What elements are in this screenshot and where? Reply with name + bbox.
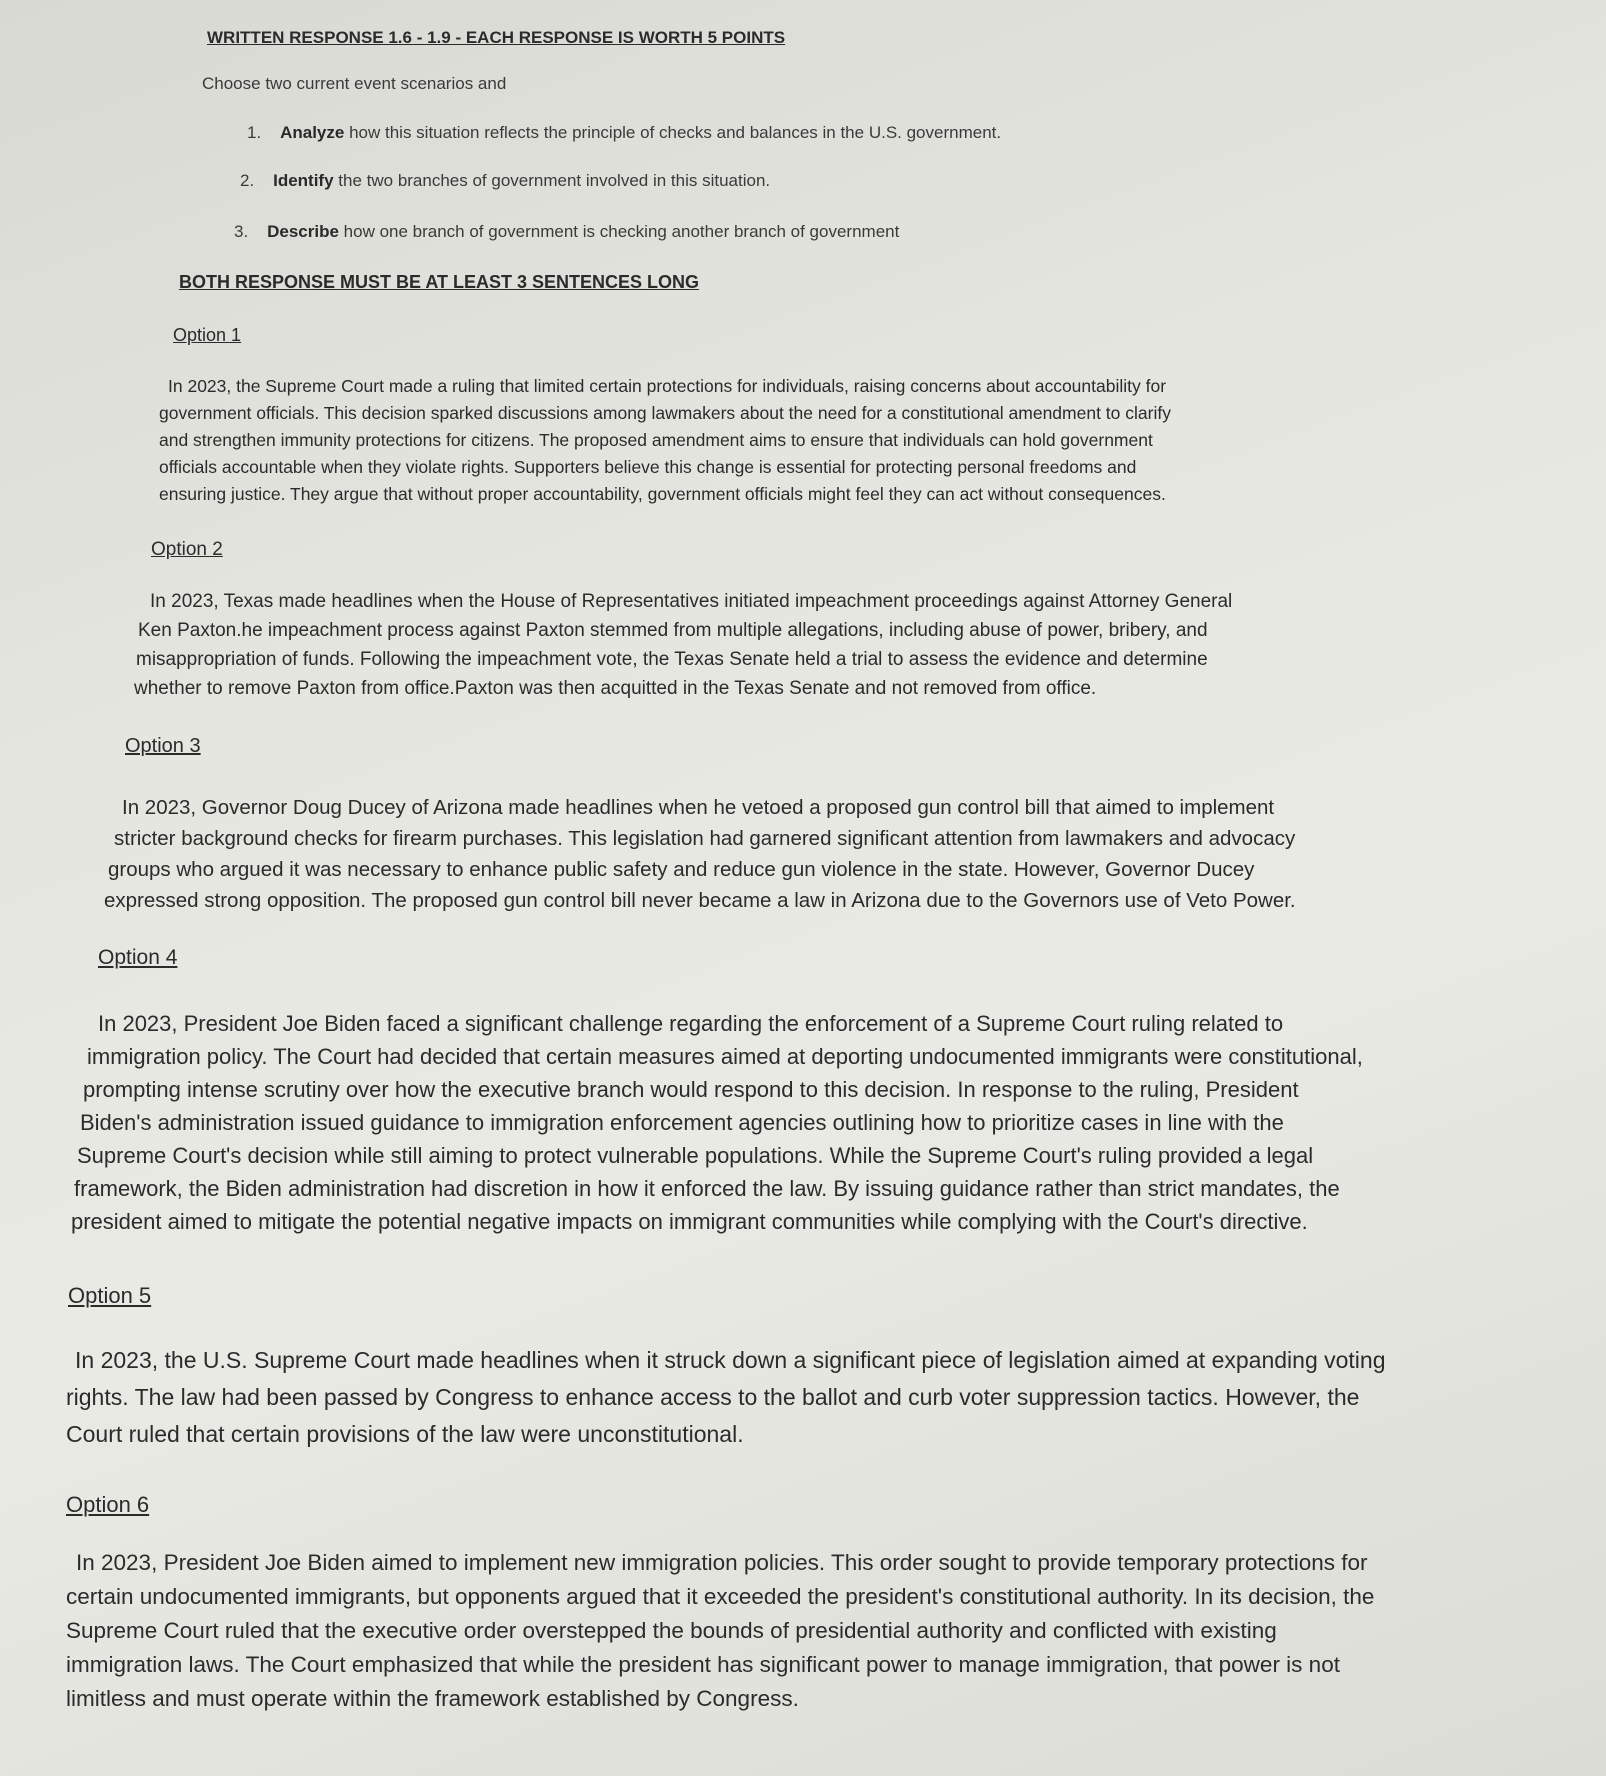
instruction-item-1 — [247, 123, 1001, 143]
instruction-item-2 — [240, 171, 770, 191]
document-header: WRITTEN RESPONSE 1.6 - 1.9 - EACH RESPONSE IS WORTH 5 POINTS — [207, 28, 786, 47]
text-line: immigration policy. The Court had decided that certain measures aimed at deporting undocumented immigrants were constitutional, — [87, 1044, 1363, 1069]
text-line: Court ruled that certain provisions of the law were unconstitutional. — [66, 1421, 744, 1447]
text-line: In 2023, President Joe Biden faced a significant challenge regarding the enforcement of a Supreme Court ruling related to — [98, 1011, 1284, 1036]
text-line: immigration laws. The Court emphasized that while the president has significant power to manage immigration, that power is not — [66, 1652, 1340, 1677]
text-line: president aimed to mitigate the potential negative impacts on immigrant communities while complying with the Court's directive. — [71, 1209, 1308, 1234]
option-6-text — [66, 1546, 1374, 1716]
option-4-text — [71, 1007, 1363, 1238]
instruction-number: 2. — [240, 171, 255, 190]
option-1-text — [159, 373, 1171, 508]
text-line: groups who argued it was necessary to enhance public safety and reduce gun violence in the state. However, Governor Ducey — [108, 858, 1255, 881]
option-5-label: Option 5 — [68, 1283, 152, 1308]
instruction-text: how this situation reflects the principle of checks and balances in the U.S. government. — [349, 123, 1002, 142]
option-1-label: Option 1 — [173, 325, 242, 345]
text-line: rights. The law had been passed by Congress to enhance access to the ballot and curb voter suppression tactics. However, the — [66, 1384, 1360, 1410]
instruction-number: 3. — [234, 222, 249, 241]
intro-text: Choose two current event scenarios and — [202, 74, 507, 93]
text-line: In 2023, the U.S. Supreme Court made headlines when it struck down a significant piece of legislation aimed at expanding voting — [75, 1347, 1386, 1373]
instruction-verb: Describe — [267, 222, 339, 241]
text-line: limitless and must operate within the framework established by Congress. — [66, 1686, 799, 1711]
text-line: expressed strong opposition. The proposed gun control bill never became a law in Arizona due to the Governors use of Veto Power. — [104, 889, 1296, 912]
instruction-text: how one branch of government is checking another branch of government — [343, 222, 900, 241]
text-line: Biden's administration issued guidance to immigration enforcement agencies outlining how to prioritize cases in line with the — [80, 1110, 1284, 1135]
text-line: officials accountable when they violate rights. Supporters believe this change is essential for protecting personal freedoms and — [159, 457, 1137, 477]
text-line: Ken Paxton.he impeachment process against Paxton stemmed from multiple allegations, including abuse of power, bribery, and — [138, 620, 1208, 641]
text-line: In 2023, President Joe Biden aimed to implement new immigration policies. This order sought to provide temporary protections for — [76, 1550, 1368, 1575]
text-line: Supreme Court's decision while still aiming to protect vulnerable populations. While the Supreme Court's ruling provided a legal — [77, 1143, 1314, 1168]
option-5-text — [64, 1342, 1386, 1453]
text-line: government officials. This decision sparked discussions among lawmakers about the need for a constitutional amendment to clarify — [159, 403, 1171, 423]
option-6-label: Option 6 — [66, 1492, 150, 1517]
option-2-label: Option 2 — [151, 539, 223, 560]
text-line: certain undocumented immigrants, but opponents argued that it exceeded the president's constitutional authority. In its decision, the — [66, 1584, 1375, 1609]
option-3-text — [104, 792, 1296, 916]
text-line: misappropriation of funds. Following the impeachment vote, the Texas Senate held a trial to assess the evidence and determine — [136, 649, 1208, 670]
instruction-number: 1. — [247, 123, 262, 142]
text-line: ensuring justice. They argue that without proper accountability, government officials might feel they can act without consequences. — [159, 484, 1166, 504]
option-4-label: Option 4 — [98, 946, 178, 969]
text-line: In 2023, Governor Doug Ducey of Arizona made headlines when he vetoed a proposed gun control bill that aimed to implement — [122, 796, 1275, 819]
instruction-text: the two branches of government involved in this situation. — [338, 171, 771, 190]
text-line: whether to remove Paxton from office.Paxton was then acquitted in the Texas Senate and not removed from office. — [134, 678, 1097, 699]
requirement-note: BOTH RESPONSE MUST BE AT LEAST 3 SENTENCES LONG — [179, 272, 700, 292]
text-line: and strengthen immunity protections for citizens. The proposed amendment aims to ensure that individuals can hold government — [159, 430, 1153, 450]
instruction-item-3 — [234, 222, 899, 242]
text-line: In 2023, the Supreme Court made a ruling that limited certain protections for individuals, raising concerns about accountability for — [168, 376, 1167, 396]
text-line: In 2023, Texas made headlines when the House of Representatives initiated impeachment proceedings against Attorney General — [150, 591, 1233, 612]
option-2-text — [134, 587, 1232, 703]
option-3-label: Option 3 — [125, 735, 201, 757]
text-line: stricter background checks for firearm purchases. This legislation had garnered significant attention from lawmakers and advocacy — [114, 827, 1296, 850]
text-line: Supreme Court ruled that the executive order overstepped the bounds of presidential authority and conflicted with existing — [66, 1618, 1277, 1643]
text-line: framework, the Biden administration had discretion in how it enforced the law. By issuing guidance rather than strict mandates, the — [74, 1176, 1340, 1201]
text-line: prompting intense scrutiny over how the executive branch would respond to this decision. In response to the ruling, President — [83, 1077, 1299, 1102]
instruction-verb: Identify — [273, 171, 334, 190]
instruction-verb: Analyze — [280, 123, 345, 142]
